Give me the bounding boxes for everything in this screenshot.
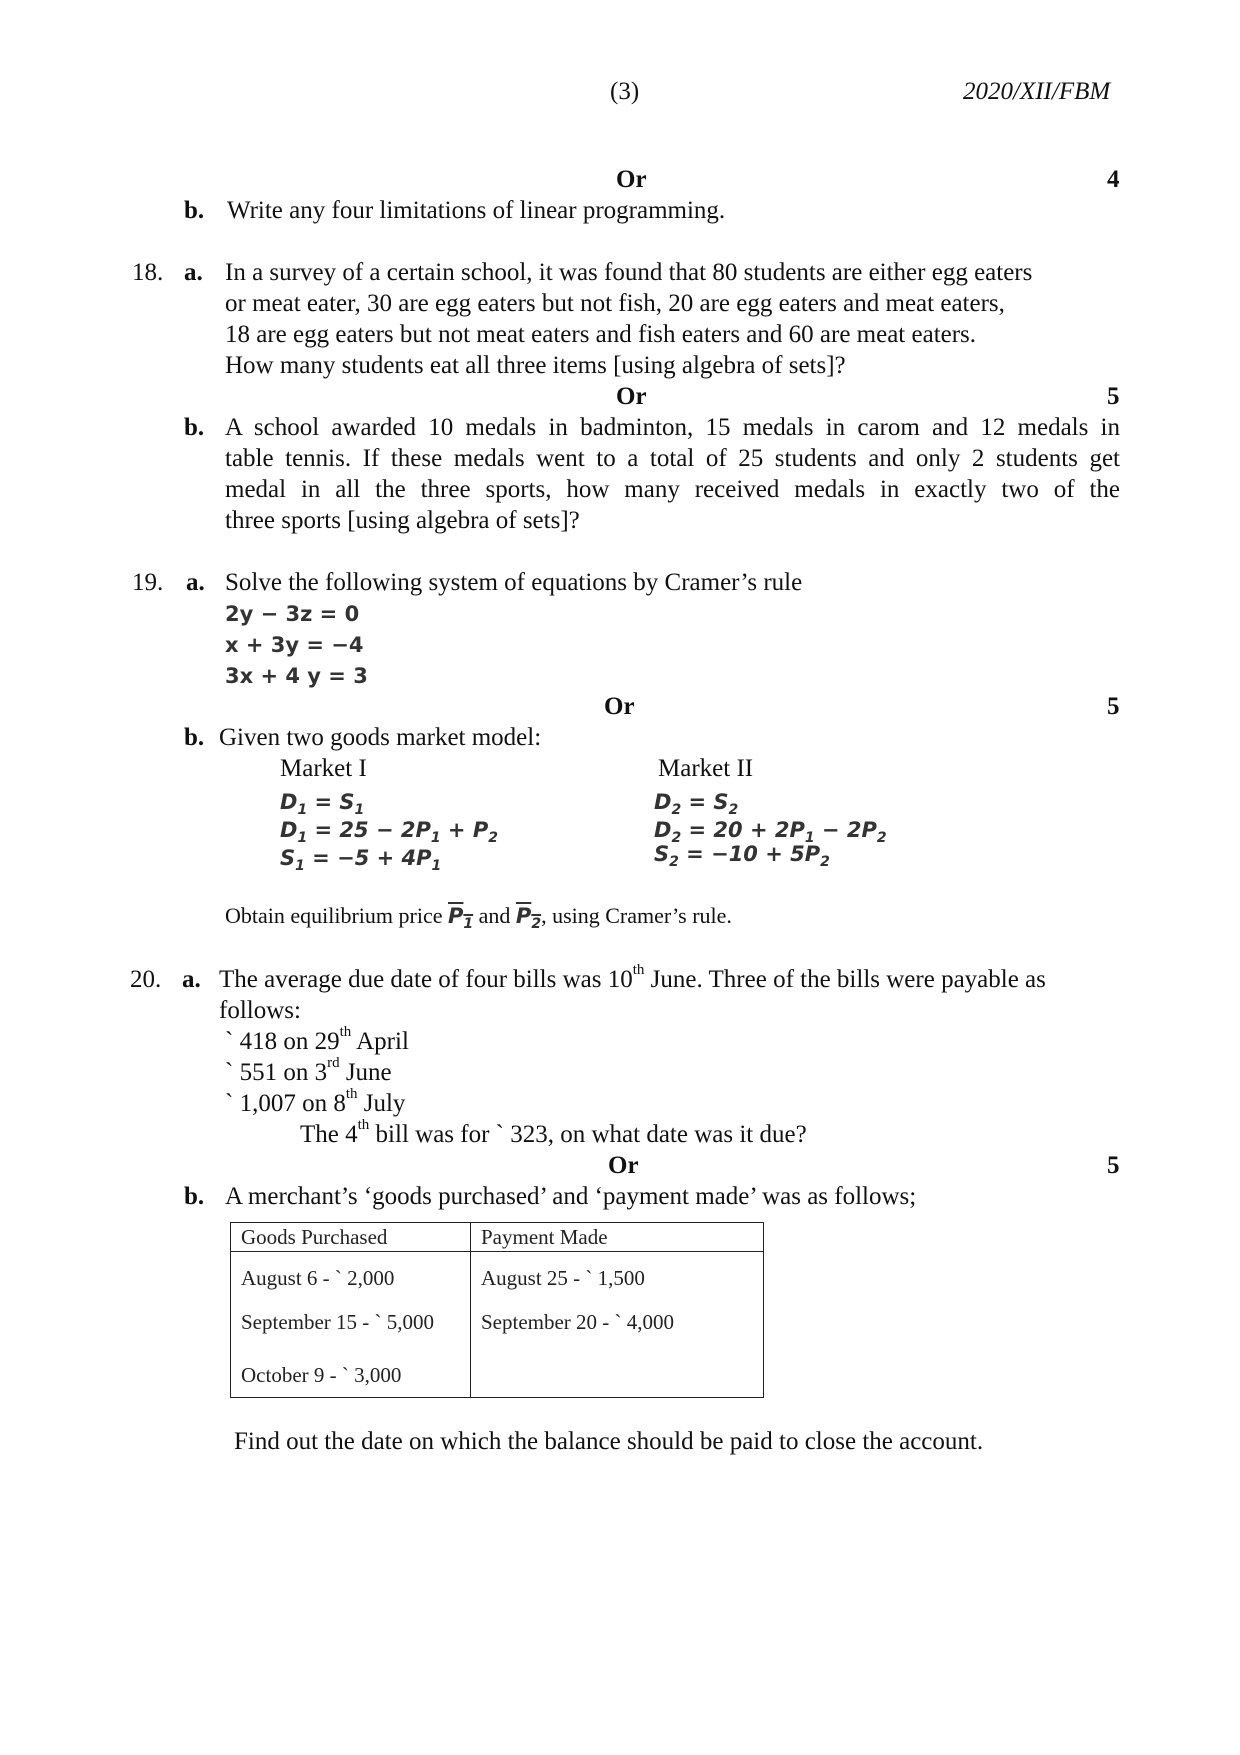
exam-code: 2020/XII/FBM bbox=[963, 78, 1111, 105]
goods-entry: September 15 - ` 5,000 bbox=[241, 1310, 435, 1334]
payment-entry: August 25 - ` 1,500 bbox=[481, 1266, 645, 1290]
option-label: a. bbox=[184, 259, 203, 286]
option-label: b. bbox=[184, 1183, 205, 1210]
option-label: b. bbox=[184, 197, 205, 224]
question-text: Given two goods market model: bbox=[219, 724, 542, 751]
market-equation: $D_2 = S_2$ bbox=[654, 790, 739, 818]
page-number: (3) bbox=[610, 78, 640, 105]
goods-entry: August 6 - ` 2,000 bbox=[241, 1266, 395, 1290]
option-label: b. bbox=[184, 414, 205, 441]
equation: 3x + 4 y = 3 bbox=[225, 664, 368, 688]
fourth-bill-question: The 4th bill was for ` 323, on what date was it due? bbox=[300, 1117, 807, 1148]
option-label: a. bbox=[186, 569, 205, 596]
question-line: medal in all the three sports, how many received medals in exactly two of the bbox=[225, 476, 1120, 503]
question-text: Write any four limitations of linear programming. bbox=[227, 197, 726, 224]
obtain-instruction: Obtain equilibrium price $P_1$ and $P_2$, using Cramer’s rule. bbox=[225, 903, 732, 932]
market-equation: $S_2 = -10 + 5P_2$ bbox=[654, 842, 830, 870]
marks: 5 bbox=[1107, 1152, 1120, 1179]
or-label: Or bbox=[604, 693, 635, 720]
market-equation: $D_2 = 20 + 2P_1 - 2P_2$ bbox=[654, 818, 887, 846]
marks: 5 bbox=[1107, 383, 1120, 410]
or-label: Or bbox=[616, 166, 647, 193]
question-line: 18 are egg eaters but not meat eaters and fish eaters and 60 are meat eaters. bbox=[225, 321, 977, 348]
question-line: A school awarded 10 medals in badminton, 15 medals in carom and 12 medals in bbox=[225, 414, 1120, 441]
question-text: A merchant’s ‘goods purchased’ and ‘payment made’ was as follows; bbox=[225, 1183, 917, 1210]
bill-item: ` 1,007 on 8th July bbox=[225, 1086, 406, 1117]
question-line: three sports [using algebra of sets]? bbox=[225, 507, 580, 534]
question-line: The average due date of four bills was 10th June. Three of the bills were payable as bbox=[219, 962, 1046, 993]
question-number: 18. bbox=[132, 259, 164, 286]
bill-item: ` 551 on 3rd June bbox=[225, 1055, 392, 1086]
question-line: follows: bbox=[219, 997, 301, 1024]
equation: 2y − 3z = 0 bbox=[225, 602, 360, 626]
goods-column bbox=[231, 1252, 471, 1398]
marks: 4 bbox=[1107, 166, 1120, 193]
market-title: Market I bbox=[280, 755, 367, 782]
equation: x + 3y = −4 bbox=[225, 633, 364, 657]
or-label: Or bbox=[616, 383, 647, 410]
marks: 5 bbox=[1107, 693, 1120, 720]
question-line: How many students eat all three items [using algebra of sets]? bbox=[225, 352, 846, 379]
question-text: Solve the following system of equations by Cramer’s rule bbox=[225, 569, 803, 596]
market-equation: $D_1 = 25 - 2P_1 + P_2$ bbox=[280, 818, 498, 846]
bill-item: ` 418 on 29th April bbox=[225, 1024, 409, 1055]
goods-entry: October 9 - ` 3,000 bbox=[241, 1363, 402, 1387]
question-line: In a survey of a certain school, it was found that 80 students are either egg eaters bbox=[225, 259, 1033, 286]
market-equation: $S_1 = -5 + 4P_1$ bbox=[280, 846, 442, 874]
market-equation: $D_1 = S_1$ bbox=[280, 790, 365, 818]
question-number: 20. bbox=[130, 966, 162, 993]
question-line: or meat eater, 30 are egg eaters but not fish, 20 are egg eaters and meat eaters, bbox=[225, 290, 1005, 317]
table-header: Goods Purchased bbox=[231, 1223, 471, 1252]
question-number: 19. bbox=[132, 569, 164, 596]
payment-column bbox=[471, 1252, 764, 1398]
payment-entry: September 20 - ` 4,000 bbox=[481, 1310, 675, 1334]
goods-payment-table bbox=[230, 1222, 764, 1398]
market-title: Market II bbox=[658, 755, 754, 782]
question-line: table tennis. If these medals went to a total of 25 students and only 2 students get bbox=[225, 445, 1120, 472]
find-instruction: Find out the date on which the balance should be paid to close the account. bbox=[234, 1428, 984, 1455]
table-header: Payment Made bbox=[471, 1223, 764, 1252]
option-label: a. bbox=[182, 966, 201, 993]
option-label: b. bbox=[184, 724, 205, 751]
or-label: Or bbox=[608, 1152, 639, 1179]
